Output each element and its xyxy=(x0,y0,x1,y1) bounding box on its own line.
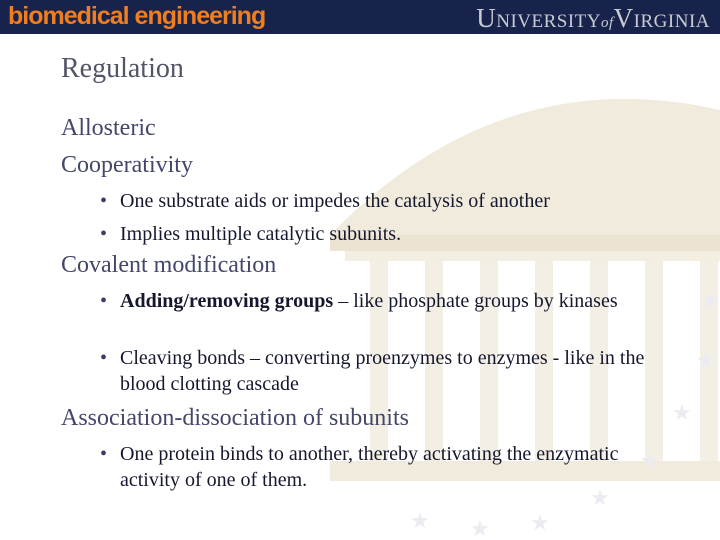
svg-text:★: ★ xyxy=(672,401,692,426)
svg-text:★: ★ xyxy=(700,289,720,314)
svg-text:★: ★ xyxy=(470,517,490,540)
svg-text:★: ★ xyxy=(640,449,660,474)
heading-association-dissociation: Association-dissociation of subunits xyxy=(61,405,409,431)
bullet-rest-text: – like phosphate groups by kinases xyxy=(333,290,618,312)
heading-cooperativity: Cooperativity xyxy=(61,152,193,178)
svg-text:★: ★ xyxy=(530,511,550,536)
bullet-bold-text: Adding/removing groups xyxy=(120,290,334,312)
bullet-item xyxy=(100,188,680,214)
university-logo-of: of xyxy=(601,15,614,31)
bullet-item xyxy=(100,441,680,493)
svg-text:★: ★ xyxy=(590,486,610,511)
slide-title: Regulation xyxy=(61,53,184,84)
bullet-text xyxy=(120,288,680,314)
bullet-text: One substrate aids or impedes the catalysis of another xyxy=(120,190,550,212)
university-logo-u: U xyxy=(476,3,497,33)
bullet-icon: • xyxy=(100,190,108,212)
svg-text:★: ★ xyxy=(410,509,430,534)
university-logo-irginia: IRGINIA xyxy=(633,11,710,32)
bullet-icon: • xyxy=(100,290,108,312)
bullet-text: One protein binds to another, thereby activating the enzymatic activity of one of them. xyxy=(120,443,619,491)
bullet-item xyxy=(100,221,680,247)
bullet-text: Cleaving bonds – converting proenzymes to enzymes - like in the blood clotting cascade xyxy=(120,347,645,395)
bullet-icon: • xyxy=(100,223,108,245)
bullet-icon: • xyxy=(100,443,108,465)
bullet-icon: • xyxy=(100,347,108,369)
bullet-item xyxy=(100,288,680,314)
university-logo-niversity: NIVERSITY xyxy=(496,11,601,32)
svg-text:★: ★ xyxy=(696,349,716,374)
university-logo-v: V xyxy=(613,3,634,33)
bullet-text: Implies multiple catalytic subunits. xyxy=(120,223,402,245)
heading-covalent-modification: Covalent modification xyxy=(61,252,277,278)
brand-logo-text: biomedical engineering xyxy=(8,2,266,30)
heading-allosteric: Allosteric xyxy=(61,115,156,141)
bullet-item xyxy=(100,345,680,397)
